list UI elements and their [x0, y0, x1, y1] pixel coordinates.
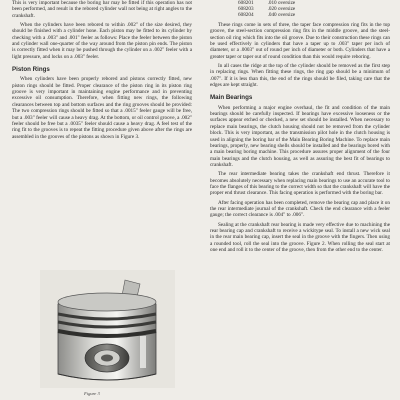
ridge-removal-paragraph: In all cases the ridge at the top of the cylinder should be removed as the first step in replacing rings. When fitting these rings, the ring gap should be a minimum of .007". If it is less than this, the end of the rings should be filed, taking care that the edges are kept straight.: [210, 63, 390, 89]
part-number: 608201: [238, 0, 254, 6]
ring-sets-paragraph: These rings come in sets of three, the taper face compression ring fits in the top groove, the steel-section compression ring fits in the middle groove, and the steel-section oil ring which fits into the oil groove. Due to their construction these rings can be used effectively in cylinders that have a taper up to .003" taper per inch of diameter, or a .0003" out of round per inch of diameter or both. Cylinders that have a greater taper or taper out of round condition than this would require reboring.: [210, 22, 390, 60]
oversize-value: .010 oversize: [267, 0, 296, 6]
oversize-value: .040 oversize: [267, 12, 296, 18]
thrust-bearing-paragraph: The rear intermediate bearing takes the crankshaft end thrust. Therefore it becomes absolutely necessary when replacing main bearings to use an accurate tool to face the flanges of this bearing to the correct width so that the crankshaft will have the proper end thrust clearance. This facing operation is performed with the boring bar.: [210, 171, 390, 197]
right-column: [210, 0, 390, 256]
end-clearance-paragraph: After facing operation has been completed, remove the bearing cap and place it on the rear intermediate journal of the crankshaft. Check the end clearance with a feeler gauge; the correct clearance is .004" to .006".: [210, 199, 390, 219]
main-bearings-paragraph: When performing a major engine overhaul, the fit and condition of the main bearings should be carefully inspected. If bearings have excessive looseness or the surfaces appear etched or checked, a new set should be installed. When necessary to replace main bearings, the clutch housing should not be removed from the cylinder block. This is very important, as the transmission pilot hole in the clutch housing is used in aligning the boring bar of the Main Bearing Boring Machine. To replace main bearings, properly, new bearing shells should be installed and the bearings bored with a main bearing boring machine. This procedure assures proper alignment of the four main bearings and the clutch housing, as well as assuring the best fit of bearings to crankshaft.: [210, 104, 390, 168]
piston-rings-paragraph: When cylinders have been properly rebored and pistons correctly fitted, new piston rings should be fitted. Proper clearance of the piston ring in its piston ring groove is very important in maintaining engine performance and in preventing excessive oil consumption. Therefore, when fitting new rings, the following clearances between top and bottom surfaces and the ring grooves should be provided: The two compression rings should be fitted so that a .0015" feeler gauge will be free, but a .003" feeler will cause a heavy drag. At the bottom, or oil control groove, a .002" feeler should be free but a .0035" feeler should cause a heavy drag. A feel test of the ring fit to the grooves is to repeat the fitting procedure given above after the rings are assembled in the grooves of the pistons as shown in Figure 3.: [12, 76, 192, 140]
oversize-ring-table: [238, 0, 309, 18]
part-number: 608204: [238, 12, 254, 18]
left-column: [12, 0, 192, 143]
oversize-value: .020 oversize: [267, 6, 296, 12]
figure-caption: Figure 3: [84, 391, 100, 396]
cylinder-finish-paragraph: When the cylinders have been rebored to within .002" of the size desired, they should be finished with a cylinder hone. Each piston may be fitted to its cylinder by checking with a .003" and .001" feeler as follows: Place the feeler between the piston and cylinder wall one-quarter of the way around from the piston pin ends. The piston is correctly fitted when it may be pushed through the cylinder on a .002" feeler with a light pressure, and locks on a .003" feeler.: [12, 22, 192, 60]
part-number: 608203: [238, 6, 254, 12]
piston-rings-heading: Piston Rings: [12, 66, 50, 74]
piston-ring-photo: [40, 270, 175, 388]
table-row: [238, 12, 309, 18]
main-bearings-heading: Main Bearings: [210, 94, 253, 102]
rear-seal-paragraph: Sealing at the crankshaft rear bearing is made very effective due to machining the rear bearing cap and crankshaft to receive a wickitype seal. To install a new wick seal in the rear main bearing cap, insert the seal in the groove with the fingers. Then using a rounded tool, roll the seal into the groove. Figure 2. When rolling the seal start at one end and roll it to the center of the groove, then from the other end to the center.: [210, 221, 390, 253]
piston-figure: [40, 270, 175, 388]
intro-paragraph: This is very important because the boring bar may be fitted if this operation has not been performed, and result in the rebored cylinder wall not being at right angles to the crankshaft.: [12, 0, 192, 19]
